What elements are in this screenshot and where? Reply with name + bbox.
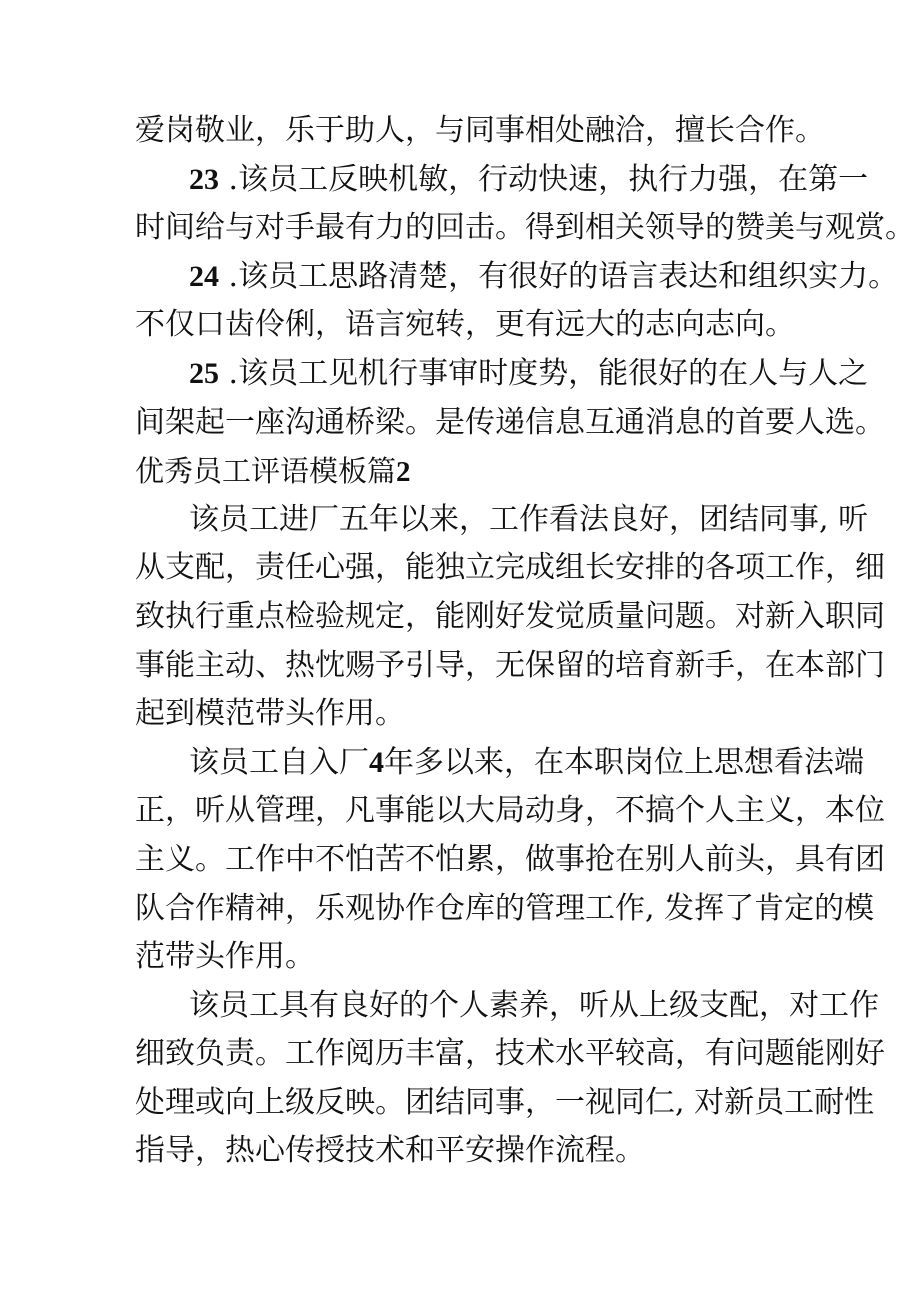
line-text: .该员工见机行事审时度势，能很好的在人与人之: [219, 355, 869, 391]
list-item-24: [135, 253, 899, 302]
text-line: [135, 301, 795, 350]
paragraph-1-line: [135, 593, 885, 642]
line-text: 正，听从管理，凡事能以大局动身，不搞个人主义，本位: [135, 793, 885, 829]
paragraph-1-line: [135, 544, 885, 593]
heading-number: 2: [396, 456, 411, 489]
item-number: 24: [189, 259, 219, 293]
text-line: [135, 107, 825, 156]
line-text: 队合作精神，乐观协作仓库的管理工作, 发挥了肯定的模: [135, 890, 875, 926]
inline-number: 4: [369, 745, 384, 779]
item-number: 25: [189, 356, 219, 390]
text-line: [135, 399, 885, 448]
paragraph-3-line: [135, 1030, 885, 1079]
paragraph-2-line: [135, 739, 864, 788]
paragraph-2-line: [135, 885, 875, 934]
paragraph-2-line: [135, 787, 885, 836]
line-text: 致执行重点检验规定，能刚好发觉质量问题。对新入职同: [135, 598, 885, 634]
line-text: 该员工进厂五年以来，工作看法良好，团结同事, 听: [189, 501, 869, 537]
list-item-23: [135, 156, 869, 205]
line-text: 处理或向上级反映。团结同事，一视同仁, 对新员工耐性: [135, 1084, 875, 1120]
heading-text: 优秀员工评语模板篇: [135, 454, 397, 489]
paragraph-2-line: [135, 933, 795, 982]
paragraph-3-line: [135, 1127, 795, 1176]
line-text: 主义。工作中不怕苦不怕累，做事抢在别人前头，具有团: [135, 841, 885, 877]
item-number: 23: [189, 162, 219, 196]
line-text: 事能主动、热忱赐予引导，无保留的培育新手，在本部门: [135, 647, 885, 683]
line-text: .该员工思路清楚，有很好的语言表达和组织实力。: [219, 258, 899, 294]
line-text: 从支配，责任心强，能独立完成组长安排的各项工作，细: [135, 550, 885, 586]
line-text: 爱岗敬业，乐于助人，与同事相处融洽，擅长合作。: [135, 113, 825, 148]
paragraph-3-line: [135, 1079, 875, 1128]
document-body: [135, 107, 915, 1176]
paragraph-2-line: [135, 836, 885, 885]
text-line: [135, 204, 915, 253]
line-text: 间架起一座沟通桥梁。是传递信息互通消息的首要人选。: [135, 404, 885, 440]
line-text: 指导，热心传授技术和平安操作流程。: [135, 1133, 645, 1169]
paragraph-3-line: [135, 982, 879, 1031]
line-text: 起到模范带头作用。: [135, 696, 405, 732]
list-item-25: [135, 350, 869, 399]
line-text: 范带头作用。: [135, 939, 315, 975]
paragraph-1-line: [135, 690, 795, 739]
line-text: 该员工具有良好的个人素养，听从上级支配，对工作: [189, 987, 879, 1023]
paragraph-1-line: [135, 496, 869, 545]
line-text: 不仅口齿伶俐，语言宛转，更有远大的志向志向。: [135, 307, 795, 343]
line-text: 时间给与对手最有力的回击。得到相关领导的赞美与观赏。: [135, 210, 915, 246]
line-text: 该员工自入厂: [189, 744, 369, 780]
section-heading: [135, 447, 795, 496]
paragraph-1-line: [135, 642, 885, 691]
line-text: .该员工反映机敏，行动快速，执行力强，在第一: [219, 161, 869, 197]
line-text: 细致负责。工作阅历丰富，技术水平较高，有问题能刚好: [135, 1036, 885, 1072]
line-text: 年多以来，在本职岗位上思想看法端: [384, 744, 864, 780]
